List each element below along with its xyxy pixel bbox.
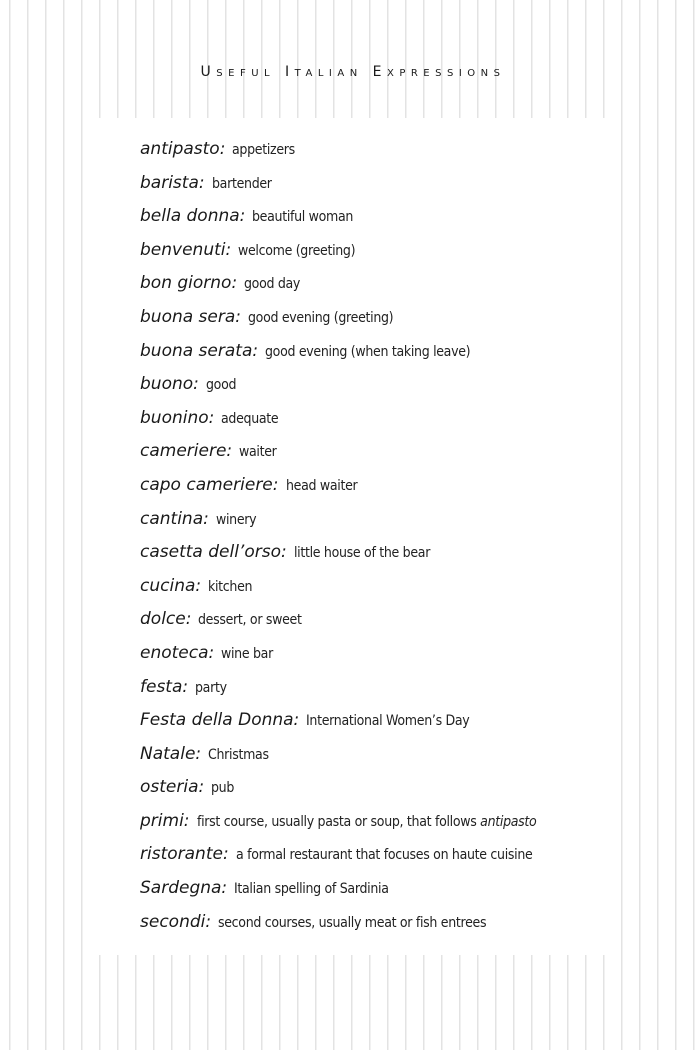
glossary-definition (206, 373, 236, 397)
glossary-definition (212, 172, 272, 196)
glossary-definition (252, 205, 353, 229)
glossary-definition (221, 642, 273, 666)
glossary-term: Sardegna: (140, 878, 228, 899)
glossary-definition (234, 877, 389, 901)
glossary-definition (208, 743, 269, 767)
glossary-term: cucina: (140, 575, 202, 596)
glossary-definition-text: a formal restaurant that focuses on haute cuisine (235, 847, 533, 864)
glossary-definition (265, 340, 470, 364)
glossary-definition-text: International Women’s Day (306, 713, 470, 730)
glossary-term: buonino: (140, 407, 215, 428)
page-title: Useful Italian Expressions (200, 64, 506, 80)
glossary-definition-text: first course, usually pasta or soup, that follows (196, 813, 476, 830)
glossary-term: buona sera: (140, 306, 242, 327)
glossary-definition-text: party (195, 679, 227, 696)
glossary-definition-text: good day (244, 276, 301, 293)
glossary-definition (198, 608, 302, 632)
glossary-definition-text: dessert, or sweet (198, 612, 303, 629)
glossary-definition (239, 440, 277, 464)
glossary-entry (140, 540, 600, 574)
glossary-term: ristorante: (140, 844, 229, 865)
glossary-definition-text: beautiful woman (252, 209, 354, 226)
glossary-definition (208, 575, 252, 599)
glossary-entry (140, 305, 600, 339)
glossary-definition (218, 911, 486, 935)
glossary-definition (248, 306, 393, 330)
glossary-entry (140, 675, 600, 709)
glossary-definition-text: Italian spelling of Sardinia (234, 881, 389, 898)
glossary-entry (140, 507, 600, 541)
glossary-definition (236, 843, 532, 867)
glossary-definition (216, 508, 256, 532)
glossary-term: buona serata: (140, 340, 259, 361)
glossary-definition (306, 709, 469, 733)
glossary-definition-text: kitchen (208, 578, 253, 595)
glossary-entry (140, 439, 600, 473)
glossary-entry (140, 742, 600, 776)
glossary-definition-text: wine bar (221, 645, 274, 662)
glossary-term: Natale: (140, 743, 202, 764)
glossary-entry (140, 137, 600, 171)
glossary-term: secondi: (140, 911, 212, 932)
glossary-definition-text: head waiter (285, 477, 357, 494)
glossary-entry (140, 204, 600, 238)
glossary-entry (140, 842, 600, 876)
glossary-term: bella donna: (140, 206, 246, 227)
glossary-entry (140, 339, 600, 373)
glossary-term: bon giorno: (140, 273, 238, 294)
glossary-entry (140, 271, 600, 305)
glossary-definition (238, 239, 355, 263)
glossary-term: capo cameriere: (140, 474, 279, 495)
glossary-definition (232, 138, 295, 162)
glossary-definition-text: good (205, 377, 237, 394)
glossary-definition-italic: antipasto (479, 813, 536, 830)
glossary-definition-text: waiter (239, 444, 277, 461)
glossary-term: Festa della Donna: (140, 710, 300, 731)
glossary-definition (211, 776, 234, 800)
glossary-entry (140, 775, 600, 809)
glossary-definition-text: welcome (greeting) (238, 242, 356, 259)
glossary-definition-text: pub (211, 780, 235, 797)
glossary-entry (140, 372, 600, 406)
glossary-term: casetta dell’orso: (140, 542, 287, 563)
glossary-term: festa: (140, 676, 189, 697)
glossary-entry (140, 876, 600, 910)
glossary-term: cantina: (140, 508, 209, 529)
glossary-term: benvenuti: (140, 239, 232, 260)
glossary-term: buono: (140, 374, 199, 395)
glossary-term: cameriere: (140, 441, 233, 462)
glossary-entry (140, 809, 600, 843)
glossary-term: dolce: (140, 609, 192, 630)
glossary-entry (140, 708, 600, 742)
glossary-definition (195, 676, 227, 700)
glossary-entry (140, 406, 600, 440)
glossary-entry (140, 473, 600, 507)
glossary-entry (140, 574, 600, 608)
glossary-definition-text: second courses, usually meat or fish entrees (218, 914, 487, 931)
glossary-definition (221, 407, 278, 431)
glossary-entry (140, 171, 600, 205)
glossary-definition-text: winery (215, 511, 257, 528)
glossary-definition-text: appetizers (232, 142, 296, 158)
glossary-entry (140, 641, 600, 675)
glossary-definition (294, 541, 430, 565)
glossary-definition-text: bartender (211, 175, 272, 192)
glossary-list (140, 137, 600, 943)
glossary-definition-text: Christmas (208, 746, 269, 763)
glossary-definition (286, 474, 357, 498)
glossary-term: enoteca: (140, 642, 215, 663)
glossary-definition-text: little house of the bear (293, 545, 430, 562)
glossary-entry (140, 607, 600, 641)
glossary-entry (140, 238, 600, 272)
glossary-term: antipasto: (140, 139, 226, 159)
glossary-term: primi: (140, 810, 190, 831)
glossary-definition-text: adequate (221, 410, 279, 427)
glossary-term: barista: (140, 172, 205, 193)
glossary-term: osteria: (140, 777, 205, 798)
glossary-definition-text: good evening (when taking leave) (265, 343, 471, 360)
glossary-definition (244, 272, 300, 296)
glossary-definition (197, 810, 536, 834)
glossary-definition-text: good evening (greeting) (248, 309, 394, 326)
glossary-entry (140, 910, 600, 944)
